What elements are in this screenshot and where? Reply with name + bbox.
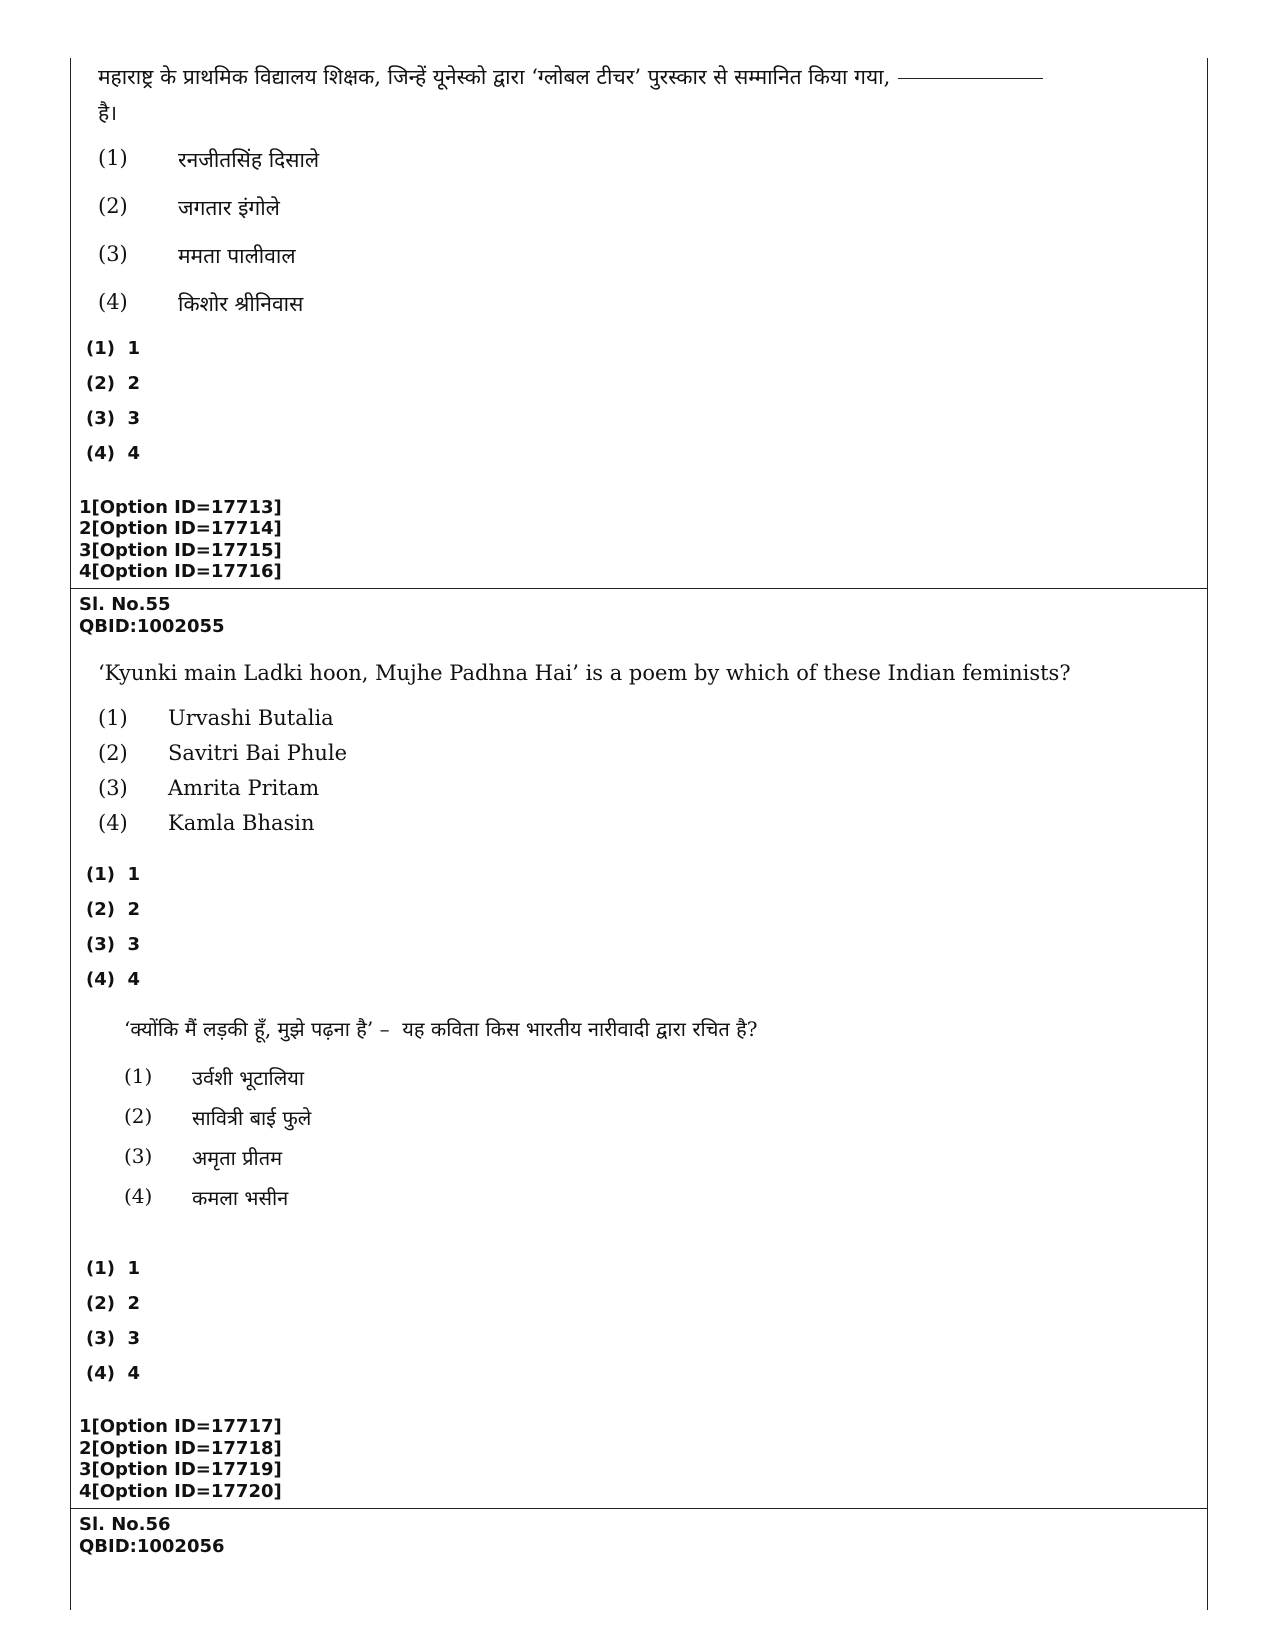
option-number: (4) [98, 290, 128, 314]
divider-q55 [70, 588, 1208, 589]
option-text: Kamla Bhasin [168, 811, 315, 835]
question-text-hi [98, 60, 1043, 94]
option-id: 1[Option ID=17717] [79, 1416, 282, 1437]
option-number: (1) [124, 1064, 153, 1088]
option-number: (1) [98, 706, 128, 730]
option-id: 3[Option ID=17715] [79, 540, 282, 561]
answer-choice: (3) 3 [86, 408, 141, 429]
option-text: रनजीतसिंह दिसाले [178, 148, 320, 172]
option-number: (4) [98, 811, 128, 835]
qbid: QBID:1002056 [79, 1536, 225, 1557]
option-text: उर्वशी भूटालिया [192, 1066, 305, 1090]
question-text-hi: ‘क्योंकि मैं लड़की हूँ, मुझे पढ़ना है’ – यह कविता किस भारतीय नारीवादी द्वारा रचित है? [124, 1017, 758, 1041]
answer-choice: (4) 4 [86, 1363, 141, 1384]
answer-choice: (1) 1 [86, 338, 141, 359]
option-number: (3) [98, 242, 128, 266]
option-number: (2) [98, 194, 128, 218]
answer-choice: (3) 3 [86, 934, 141, 955]
option-text: Urvashi Butalia [168, 706, 334, 730]
option-number: (1) [98, 146, 128, 170]
question-line: महाराष्ट्र के प्राथमिक विद्यालय शिक्षक, जिन्हें यूनेस्को द्वारा ‘ग्लोबल टीचर’ पुरस्कार से सम्मानित किया गया, [98, 65, 891, 89]
option-text: Savitri Bai Phule [168, 741, 348, 765]
question-line: है। [98, 101, 118, 125]
answer-choice: (2) 2 [86, 1293, 141, 1314]
option-text: ममता पालीवाल [178, 244, 296, 268]
qbid: QBID:1002055 [79, 616, 225, 637]
answer-choice: (1) 1 [86, 864, 141, 885]
option-text: जगतार इंगोले [178, 196, 280, 220]
question-text-en: ‘Kyunki main Ladki hoon, Mujhe Padhna Hai’ is a poem by which of these Indian feminists? [98, 661, 1071, 685]
option-number: (2) [98, 741, 128, 765]
option-id: 4[Option ID=17716] [79, 561, 282, 582]
option-id: 1[Option ID=17713] [79, 497, 282, 518]
option-number: (3) [98, 776, 128, 800]
option-number: (4) [124, 1184, 153, 1208]
answer-choice: (2) 2 [86, 373, 141, 394]
option-number: (2) [124, 1104, 153, 1128]
option-text: कमला भसीन [192, 1186, 289, 1210]
option-text: Amrita Pritam [168, 776, 320, 800]
answer-choice: (4) 4 [86, 969, 141, 990]
answer-choice: (4) 4 [86, 443, 141, 464]
option-id: 2[Option ID=17714] [79, 518, 282, 539]
option-text: किशोर श्रीनिवास [178, 292, 304, 316]
divider-q56 [70, 1508, 1208, 1509]
option-text: अमृता प्रीतम [192, 1146, 283, 1170]
answer-choice: (3) 3 [86, 1328, 141, 1349]
serial-number: Sl. No.55 [79, 594, 171, 615]
serial-number: Sl. No.56 [79, 1514, 171, 1535]
option-id: 3[Option ID=17719] [79, 1459, 282, 1480]
answer-choice: (2) 2 [86, 899, 141, 920]
blank-line [898, 78, 1043, 79]
option-number: (3) [124, 1144, 153, 1168]
option-text: सावित्री बाई फुले [192, 1106, 312, 1130]
option-id: 2[Option ID=17718] [79, 1438, 282, 1459]
answer-choice: (1) 1 [86, 1258, 141, 1279]
option-id: 4[Option ID=17720] [79, 1481, 282, 1502]
